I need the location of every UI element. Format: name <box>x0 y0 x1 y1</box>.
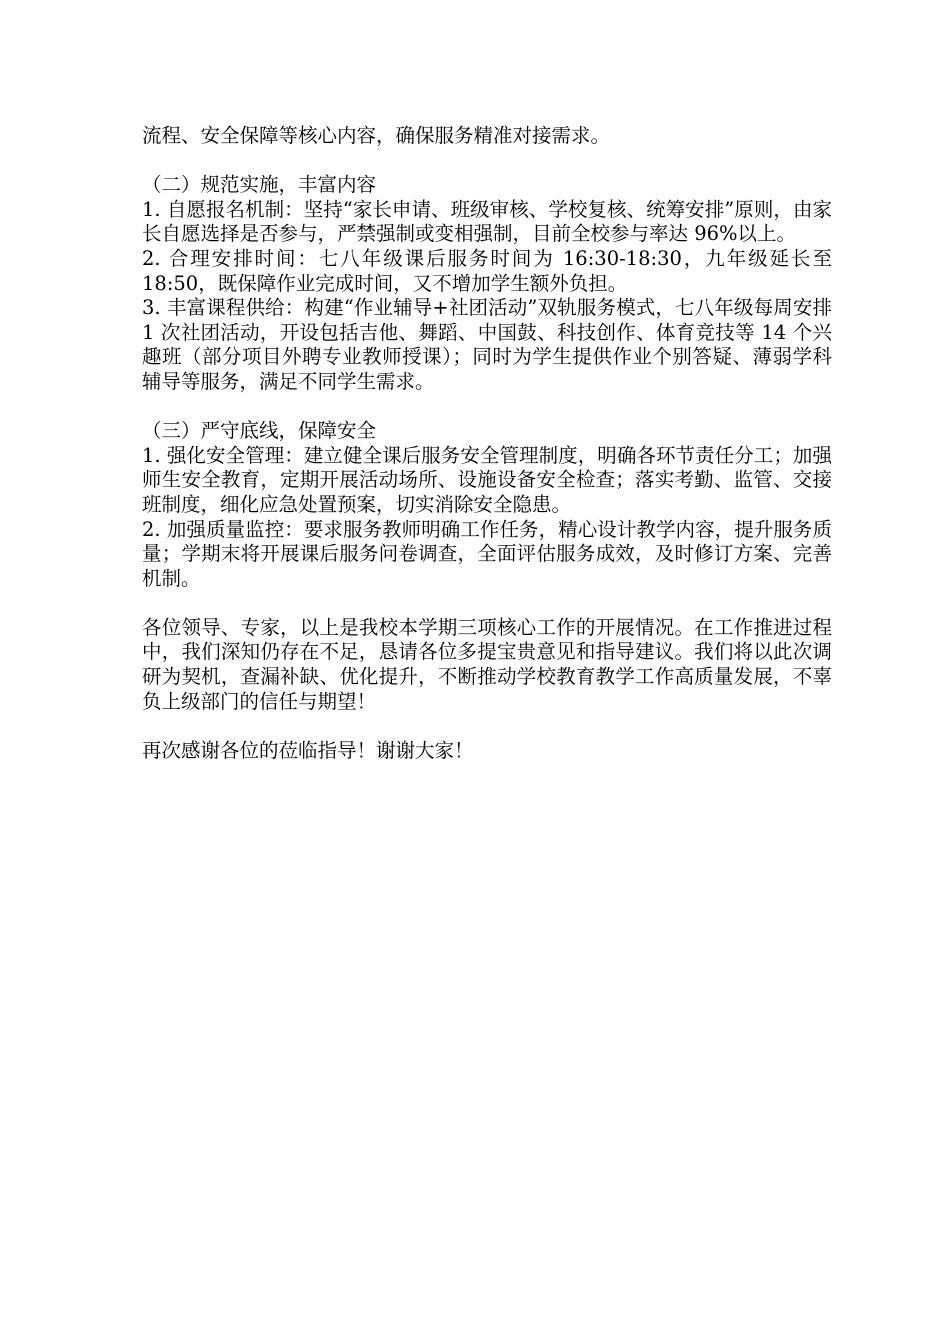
intro-tail-paragraph: 流程、安全保障等核心内容，确保服务精准对接需求。 <box>142 124 611 147</box>
document-body <box>142 124 832 763</box>
thanks-paragraph: 再次感谢各位的莅临指导！谢谢大家！ <box>142 738 474 762</box>
paragraph-gap <box>142 591 832 616</box>
section2-item-1: 1. 自愿报名机制：坚持“家长申请、班级审核、学校复核、统筹安排”原则，由家长自愿选择是否参与，严禁强制或变相强制，目前全校参与率达 96%以上。 <box>142 197 832 246</box>
paragraph-gap <box>142 149 832 174</box>
section3-item-1: 1. 强化安全管理：建立健全课后服务安全管理制度，明确各环节责任分工；加强师生安全教育，定期开展活动场所、设施设备安全检查；落实考勤、监管、交接班制度，细化应急处置预案，切实消除安全隐患。 <box>142 443 832 516</box>
section2-heading: （二）规范实施，丰富内容 <box>142 173 377 197</box>
closing-paragraph: 各位领导、专家，以上是我校本学期三项核心工作的开展情况。在工作推进过程中，我们深知仍存在不足，恳请各位多提宝贵意见和指导建议。我们将以此次调研为契机，查漏补缺、优化提升，不断推动学校教育教学工作高质量发展，不辜负上级部门的信任与期望！ <box>142 615 832 713</box>
section2-item-2: 2. 合理安排时间：七八年级课后服务时间为 16:30-18:30，九年级延长至 18:50，既保障作业完成时间，又不增加学生额外负担。 <box>142 246 832 295</box>
section3-item-2: 2. 加强质量监控：要求服务教师明确工作任务，精心设计教学内容，提升服务质量；学期末将开展课后服务问卷调查，全面评估服务成效，及时修订方案、完善机制。 <box>142 517 832 590</box>
paragraph-gap <box>142 714 832 739</box>
section3-heading: （三）严守底线，保障安全 <box>142 419 377 443</box>
paragraph-gap <box>142 395 832 420</box>
section2-item-3: 3. 丰富课程供给：构建“作业辅导+社团活动”双轨服务模式，七八年级每周安排 1 次社团活动，开设包括吉他、舞蹈、中国鼓、科技创作、体育竞技等 14 个兴趣班（部分项目外聘专业教师授课）；同时为学生提供作业个别答疑、薄弱学科辅导等服务，满足不同学生需求。 <box>142 296 832 393</box>
